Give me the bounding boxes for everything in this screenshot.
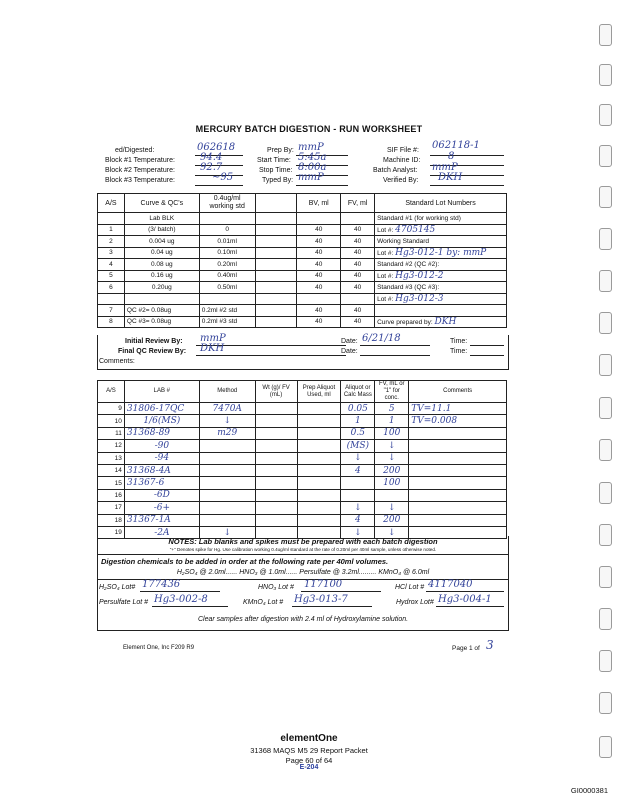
header-lot-numbers: Standard Lot Numbers xyxy=(375,194,507,213)
table-row: 16 -6D xyxy=(98,489,507,501)
denotes-line: "+" Denotes spike for Hg. Use calibration working 0.4ug/ml standard at the rate of 0.20ml per 40ml sample, unless otherwise noted. xyxy=(169,547,437,552)
table-row: 12 -90 (MS) ↓ xyxy=(98,440,507,452)
binder-tab xyxy=(599,524,612,546)
binder-tab xyxy=(599,397,612,419)
table-row: 6 0.20ug 0.50ml 40 40 Standard #3 (QC #3): xyxy=(98,282,507,294)
header-bv: BV, ml xyxy=(297,194,341,213)
machine-label: Machine ID: xyxy=(383,157,421,164)
persulfate-label: Persulfate Lot # xyxy=(99,599,149,606)
table-row: 18 31367-1A 4 200 xyxy=(98,514,507,526)
table-row: 1 (3/ batch) 0 40 40 Lot #: 4705145 xyxy=(98,224,507,236)
hydrox-label: Hydrox Lot# xyxy=(396,599,434,606)
block1-value: 94.4 xyxy=(200,152,223,163)
start-time-value: 5:45a xyxy=(298,152,327,163)
block2-label: Block #2 Temperature: xyxy=(105,167,175,174)
binder-tab xyxy=(599,482,612,504)
stop-time-value: 8:00a xyxy=(298,162,327,173)
header-as: A/S xyxy=(98,381,125,403)
analyst-value: mmP xyxy=(432,162,458,173)
prep-by-value: mmP xyxy=(298,142,324,153)
typed-by-label: Typed By: xyxy=(262,177,294,184)
binder-tab xyxy=(599,145,612,167)
start-time-label: Start Time: xyxy=(257,157,291,164)
h2so4-label: H₂SO₄ Lot# xyxy=(99,584,136,591)
digested-value: 062618 xyxy=(197,142,236,153)
table-row: 5 0.16 ug 0.40ml 40 40 Lot #: Hg3-012-2 xyxy=(98,270,507,282)
table-row: 2 0.004 ug 0.01ml 40 40 Working Standard xyxy=(98,236,507,248)
curve-table-header xyxy=(98,194,507,213)
table-row: Lot #: Hg3-012-3 xyxy=(98,293,507,305)
binder-tab xyxy=(599,566,612,588)
initial-review-value: mmP xyxy=(200,333,226,344)
header-aliquot-mass: Aliquot or Calc Mass xyxy=(341,381,375,403)
doc-id: GI0000381 xyxy=(570,786,608,795)
table-row: 8 QC #3= 0.08ug 0.2ml #3 std 40 40 Curve prepared by: DKH xyxy=(98,316,507,328)
typed-by-value: mmP xyxy=(298,172,324,183)
report-name: 31368 MAQS M5 29 Report Packet xyxy=(250,746,368,755)
notes-line: NOTES: Lab blanks and spikes must be prepared with each batch digestion xyxy=(168,537,438,546)
table-row: 4 0.08 ug 0.20ml 40 40 Standard #2 (QC #2): xyxy=(98,259,507,271)
stop-time-label: Stop Time: xyxy=(259,167,293,174)
table-row: 15 31367-6 100 xyxy=(98,477,507,489)
clear-line: Clear samples after digestion with 2.4 ml of Hydroxylamine solution. xyxy=(197,616,409,623)
header-fv: FV, ml xyxy=(341,194,375,213)
header-prep-aliquot: Prep Aliquot Used, ml xyxy=(297,381,341,403)
table-row: 17 -6+ ↓ ↓ xyxy=(98,502,507,514)
table-row: 13 -94 ↓ ↓ xyxy=(98,452,507,464)
binder-tab xyxy=(599,104,612,126)
final-review-label: Final QC Review By: xyxy=(118,348,187,355)
machine-value: 8 xyxy=(448,151,455,162)
sample-table-header xyxy=(98,381,507,403)
header-lab: LAB # xyxy=(124,381,199,403)
header-wt-fv: Wt (g)/ FV (mL) xyxy=(255,381,297,403)
header-method: Method xyxy=(199,381,255,403)
digestion-title: Digestion chemicals to be added in order at the following rate per 40ml volumes. xyxy=(101,557,389,566)
kmno4-value: Hg3-013-7 xyxy=(294,594,348,605)
table-row: 14 31368-4A 4 200 xyxy=(98,464,507,476)
worksheet-page-label: Page 1 of xyxy=(452,645,480,652)
hcl-value: 4117040 xyxy=(428,579,473,590)
table-row: 19 -2A ↓ ↓ ↓ xyxy=(98,526,507,538)
header-fv-conc: FV, mL or "1" for conc. xyxy=(375,381,409,403)
header-comments: Comments xyxy=(409,381,507,403)
worksheet-page-value: 3 xyxy=(486,638,494,652)
packet-page: Page 60 of 64 xyxy=(285,756,333,765)
header-working-std: 0.4ug/ml working std xyxy=(199,194,255,213)
table-row: 11 31368-89 m29 0.5 100 xyxy=(98,427,507,439)
binder-tab xyxy=(599,312,612,334)
binder-tab xyxy=(599,608,612,630)
table-row: 7 QC #2= 0.08ug 0.2ml #2 std 40 40 xyxy=(98,305,507,317)
binder-tab xyxy=(599,650,612,672)
persulfate-value: Hg3-002-8 xyxy=(154,594,208,605)
header-blank xyxy=(255,194,297,213)
binder-tab xyxy=(599,692,612,714)
hydrox-value: Hg3-004-1 xyxy=(438,594,492,605)
final-review-value: DKH xyxy=(200,343,225,354)
header-as: A/S xyxy=(98,194,125,213)
curve-table xyxy=(97,193,507,328)
kmno4-label: KMnO₄ Lot # xyxy=(243,599,284,606)
hno3-label: HNO₃ Lot # xyxy=(258,584,294,591)
date1-label: Date: xyxy=(341,338,358,345)
time2-label: Time: xyxy=(450,348,468,355)
time1-label: Time: xyxy=(450,338,468,345)
block3-label: Block #3 Temperature: xyxy=(105,177,175,184)
review-block xyxy=(97,335,509,370)
brand-logo: elementOne xyxy=(280,733,338,744)
notes-block xyxy=(97,536,509,631)
table-row: Lab BLK Standard #1 (for working std) xyxy=(98,213,507,225)
table-row: 3 0.04 ug 0.10ml 40 40 Lot #: Hg3-012-1 by: mmP xyxy=(98,247,507,259)
verified-label: Verified By: xyxy=(383,177,419,184)
hno3-value: 117100 xyxy=(304,579,343,590)
analyst-label: Batch Analyst: xyxy=(373,167,418,174)
block2-value: 92.7 xyxy=(200,162,223,173)
binder-tab xyxy=(599,270,612,292)
comments-label: Comments: xyxy=(99,358,135,365)
sample-table xyxy=(97,380,507,539)
block1-label: Block #1 Temperature: xyxy=(105,157,175,164)
prep-by-label: Prep By: xyxy=(267,147,294,154)
hcl-label: HCl Lot # xyxy=(395,584,425,591)
worksheet-title: MERCURY BATCH DIGESTION - RUN WORKSHEET xyxy=(195,124,423,134)
block3-value: ~95 xyxy=(212,172,234,183)
sif-value: 062118-1 xyxy=(432,140,480,151)
form-id: Element One, Inc F209 R9 xyxy=(123,645,195,651)
binder-tab xyxy=(599,228,612,250)
table-row: 9 31806-17QC 7470A 0.05 5 TV=11.1 xyxy=(98,403,507,415)
h2so4-value: 177436 xyxy=(142,579,181,590)
verified-value: DKH xyxy=(438,172,463,183)
binder-tab xyxy=(599,64,612,86)
date2-label: Date: xyxy=(341,348,358,355)
digested-label: ed/Digested: xyxy=(115,147,155,154)
binder-tab xyxy=(599,439,612,461)
header-curve: Curve & QC's xyxy=(124,194,199,213)
sif-label: SIF File #: xyxy=(387,147,419,154)
binder-tab xyxy=(599,354,612,376)
page-stamp: E-204 xyxy=(299,764,319,771)
table-row: 10 1/6(MS) ↓ 1 1 TV=0.008 xyxy=(98,415,507,427)
initial-review-label: Initial Review By: xyxy=(125,338,183,345)
binder-tab xyxy=(599,24,612,46)
date1-value: 6/21/18 xyxy=(362,333,401,344)
digestion-rates: H₂SO₄ @ 2.0ml...... HNO₃ @ 1.0ml...... Persulfate @ 3.2ml......... KMnO₄ @ 6.0ml xyxy=(176,569,430,576)
binder-tab xyxy=(599,186,612,208)
